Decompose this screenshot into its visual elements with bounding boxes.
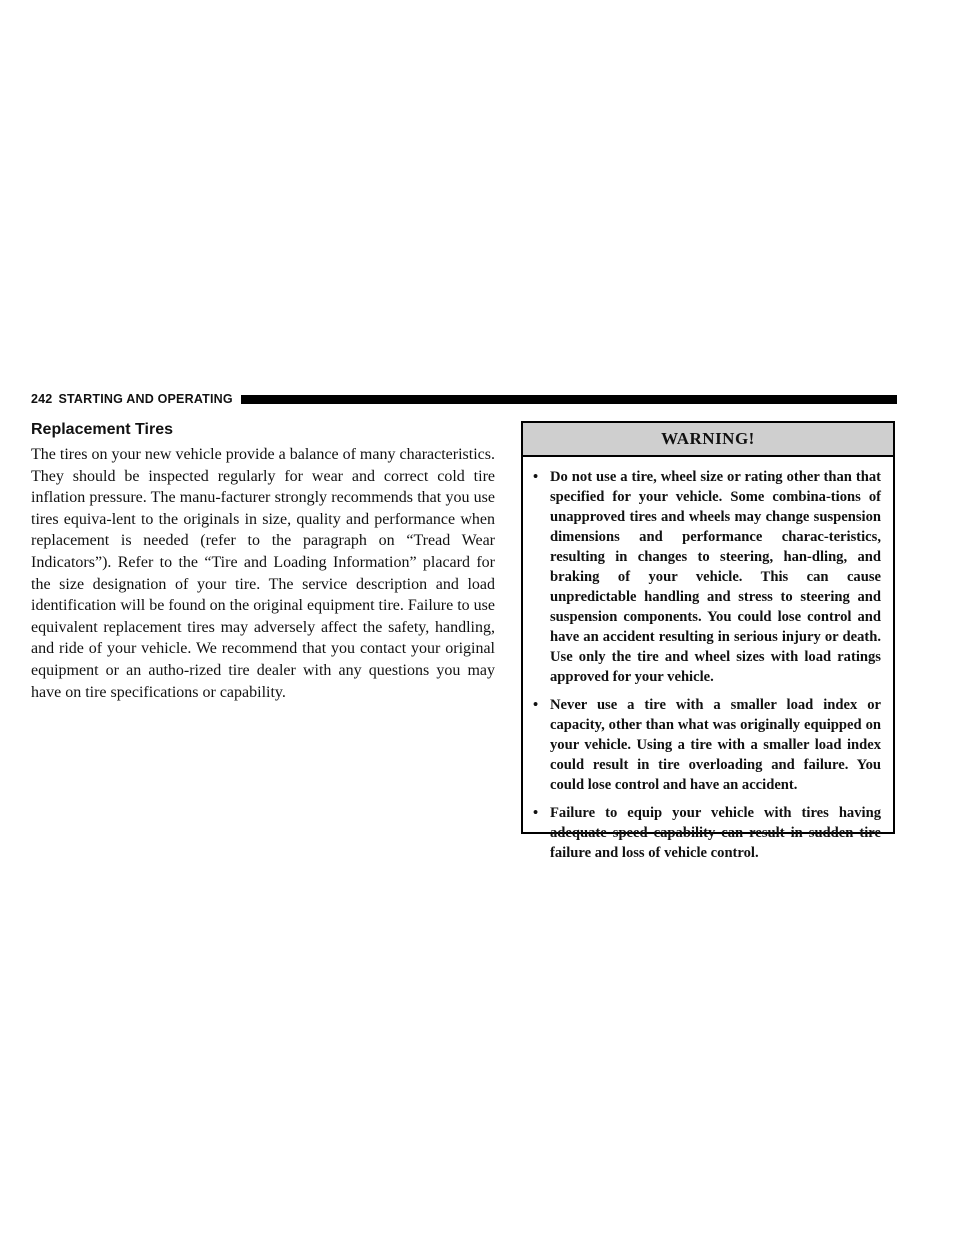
bullet-icon: • (533, 805, 539, 821)
page-header (31, 391, 897, 407)
body-paragraph: The tires on your new vehicle provide a balance of many characteristics. They should be inspected regularly for wear and correct cold tire inflation pressure. The manu-facturer strongly recommends that you use tires equiva-lent to the originals in size, quality and performance when replacement is needed (refer to the paragraph on “Tread Wear Indicators”). Refer to the “Tire and Loading Information” placard for the size designation of your tire. The service description and load identification will be found on the original equipment tire. Failure to use equivalent replacement tires may adversely affect the safety, handling, and ride of your vehicle. We recommend that you contact your original equipment or an autho-rized tire dealer with any questions you may have on tire specifications or capability. (31, 446, 495, 701)
header-rule (241, 395, 897, 404)
warning-list (523, 457, 893, 863)
section-title: STARTING AND OPERATING (58, 392, 233, 406)
page-number: 242 (31, 392, 53, 406)
warning-item-text: Never use a tire with a smaller load index or capacity, other than what was originally equipped on your vehicle. Using a tire with a smaller load index could result in tire overloading and failure. You could lose control and have an accident. (550, 697, 881, 793)
section-heading: Replacement Tires (31, 421, 173, 438)
warning-box (521, 421, 895, 861)
bullet-icon: • (533, 469, 539, 485)
warning-title: WARNING! (523, 423, 893, 457)
warning-item (533, 467, 881, 687)
warning-item-text: Do not use a tire, wheel size or rating other than that specified for your vehicle. Some combina-tions of unapproved tires and wheels may change suspension dimensions and performance charac-teristics, resulting in changes to steering, han-dling, and braking of your vehicle. This can cause unpredictable handling and stress to steering and suspension components. You could lose control and have an accident resulting in serious injury or death. Use only the tire and wheel sizes with load ratings approved for your vehicle. (550, 469, 881, 685)
warning-item (533, 803, 881, 863)
warning-item-text: Failure to equip your vehicle with tires having adequate speed capability can result in sudden tire failure and loss of vehicle control. (550, 805, 881, 861)
replacement-tires-section (31, 420, 495, 703)
bullet-icon: • (533, 697, 539, 713)
warning-item (533, 695, 881, 795)
